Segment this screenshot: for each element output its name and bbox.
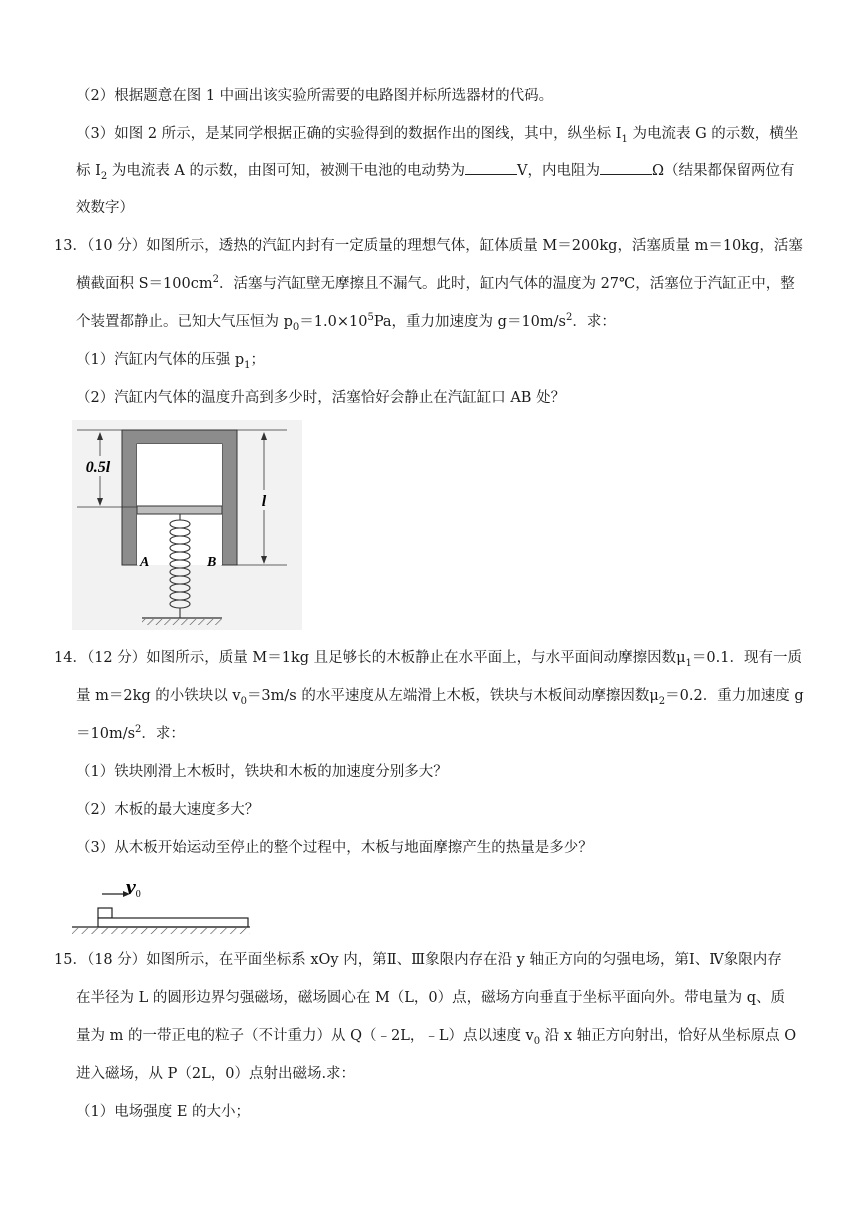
q15-l2-text: 在半径为 L 的圆形边界匀强磁场，磁场圆心在 M（L，0）点，磁场方向垂直于坐标平面向外。带电量为 q、质 bbox=[76, 990, 786, 1006]
q14-l2-a: 量 m＝2kg 的小铁块以 v bbox=[76, 688, 241, 704]
q14-q3-text: （3）从木板开始运动至停止的整个过程中，木板与地面摩擦产生的热量是多少？ bbox=[76, 840, 593, 856]
label-l: l bbox=[261, 493, 267, 510]
q15-l3-a: 量为 m 的一带正电的粒子（不计重力）从 Q（﹣2L，﹣L）点以速度 v bbox=[76, 1028, 534, 1044]
cylinder-figure bbox=[72, 420, 302, 635]
q15-stem-line4 bbox=[76, 1064, 355, 1084]
q13-q1-a: （1）汽缸内气体的压强 p bbox=[76, 352, 245, 368]
board-block-figure bbox=[72, 874, 272, 936]
q14-l2-c: ＝0.2．重力加速度 g bbox=[665, 688, 804, 704]
q13-stem-line3 bbox=[76, 312, 616, 332]
q13-q2-text: （2）汽缸内气体的温度升高到多少时，活塞恰好会静止在汽缸缸口 AB 处？ bbox=[76, 390, 566, 406]
q14-l3-b: ．求： bbox=[141, 726, 185, 742]
q13-subq1 bbox=[76, 350, 265, 370]
iron-block bbox=[98, 908, 112, 918]
q13-l3-c: Pa，重力加速度为 g＝10m/s bbox=[373, 314, 566, 330]
q14-stem-line2 bbox=[76, 686, 804, 706]
resistance-answer-blank[interactable] bbox=[600, 160, 652, 175]
sub-mu1: 1 bbox=[685, 657, 692, 669]
wooden-board bbox=[98, 918, 248, 927]
q15-l4-text: 进入磁场，从 P（2L，0）点射出磁场.求： bbox=[76, 1066, 356, 1082]
q12-part2-text: （2）根据题意在图 1 中画出该实验所需要的电路图并标所选器材的代码。 bbox=[76, 88, 554, 104]
q14-l1-a: 14．（12 分）如图所示，质量 M＝1kg 且足够长的木板静止在水平面上，与水平面间动摩擦因数μ bbox=[54, 650, 686, 666]
q13-subq2 bbox=[76, 388, 565, 408]
q12-part3-line1 bbox=[76, 124, 798, 144]
sub-1b: 1 bbox=[244, 359, 251, 371]
q15-stem-line3 bbox=[76, 1026, 796, 1046]
q12-part3-line3 bbox=[76, 198, 134, 218]
label-half-l: 0.5l bbox=[85, 459, 111, 476]
q14-stem-line3 bbox=[76, 724, 185, 744]
q13-l2-b: ．活塞与汽缸壁无摩擦且不漏气。此时，缸内气体的温度为 27℃，活塞位于汽缸正中，整 bbox=[218, 276, 795, 292]
piston bbox=[137, 506, 222, 514]
q12-part3-line2 bbox=[76, 160, 795, 181]
q15-subq1 bbox=[76, 1102, 250, 1122]
sub-mu2: 2 bbox=[658, 695, 666, 707]
q14-q1-text: （1）铁块刚滑上木板时，铁块和木板的加速度分别多大？ bbox=[76, 764, 448, 780]
q13-l3-d: ．求： bbox=[572, 314, 616, 330]
q14-stem-line1 bbox=[54, 648, 802, 668]
q13-q1-b: ； bbox=[250, 352, 265, 368]
sub-1: 1 bbox=[621, 133, 628, 145]
q15-l3-b: 沿 x 轴正方向射出，恰好从坐标原点 O bbox=[540, 1028, 797, 1044]
sub-v0: 0 bbox=[240, 695, 247, 707]
sub-v0b: 0 bbox=[533, 1035, 541, 1047]
q12-p3-text-a: （3）如图 2 所示，是某同学根据正确的实验得到的数据作出的图线，其中，纵坐标 I bbox=[76, 126, 622, 142]
emf-answer-blank[interactable] bbox=[465, 160, 517, 175]
q13-stem-line1 bbox=[54, 236, 803, 256]
q14-l1-b: ＝0.1．现有一质 bbox=[691, 650, 802, 666]
label-B: B bbox=[207, 555, 217, 570]
q12-p3-l2-c: V，内电阻为 bbox=[517, 163, 600, 179]
q12-part2 bbox=[76, 86, 553, 106]
q13-l1-text: 13．（10 分）如图所示，透热的汽缸内封有一定质量的理想气体，缸体质量 M＝200kg，活塞质量 m＝10kg，活塞 bbox=[54, 238, 803, 254]
sub-0: 0 bbox=[292, 321, 300, 333]
q14-q2-text: （2）木板的最大速度多大？ bbox=[76, 802, 260, 818]
q14-l3-a: ＝10m/s bbox=[76, 726, 136, 742]
sup-5: 5 bbox=[367, 312, 374, 324]
q13-l2-a: 横截面积 S＝100cm bbox=[76, 276, 213, 292]
q12-p3-l2-b: 为电流表 A 的示数，由图可知，被测干电池的电动势为 bbox=[107, 163, 466, 179]
q14-subq3 bbox=[76, 838, 593, 858]
label-v0: v0 bbox=[126, 874, 141, 900]
q15-stem-line2 bbox=[76, 988, 785, 1008]
q13-stem-line2 bbox=[76, 274, 795, 294]
q12-p3-l3: 效数字） bbox=[76, 200, 134, 216]
q14-l2-b: ＝3m/s 的水平速度从左端滑上木板，铁块与木板间动摩擦因数μ bbox=[246, 688, 659, 704]
q14-subq2 bbox=[76, 800, 259, 820]
sup-2: 2 bbox=[212, 274, 219, 286]
q13-l3-a: 个装置都静止。已知大气压恒为 p bbox=[76, 314, 293, 330]
q12-p3-l2-d: Ω（结果都保留两位有 bbox=[652, 163, 795, 179]
q15-q1-text: （1）电场强度 E 的大小； bbox=[76, 1104, 251, 1120]
q12-p3-l2-a: 标 I bbox=[76, 163, 101, 179]
q15-l1-text: 15．（18 分）如图所示，在平面坐标系 xOy 内，第Ⅱ、Ⅲ象限内存在沿 y 轴正方向的匀强电场，第Ⅰ、Ⅳ象限内存 bbox=[54, 952, 782, 968]
sub-2: 2 bbox=[100, 170, 108, 182]
q13-l3-b: ＝1.0×10 bbox=[299, 314, 368, 330]
label-A: A bbox=[140, 555, 150, 570]
sup-2b: 2 bbox=[565, 312, 573, 324]
q15-stem-line1 bbox=[54, 950, 782, 970]
q12-p3-text-b: 为电流表 G 的示数，横坐 bbox=[627, 126, 799, 142]
sup-2c: 2 bbox=[135, 724, 142, 736]
q14-subq1 bbox=[76, 762, 448, 782]
